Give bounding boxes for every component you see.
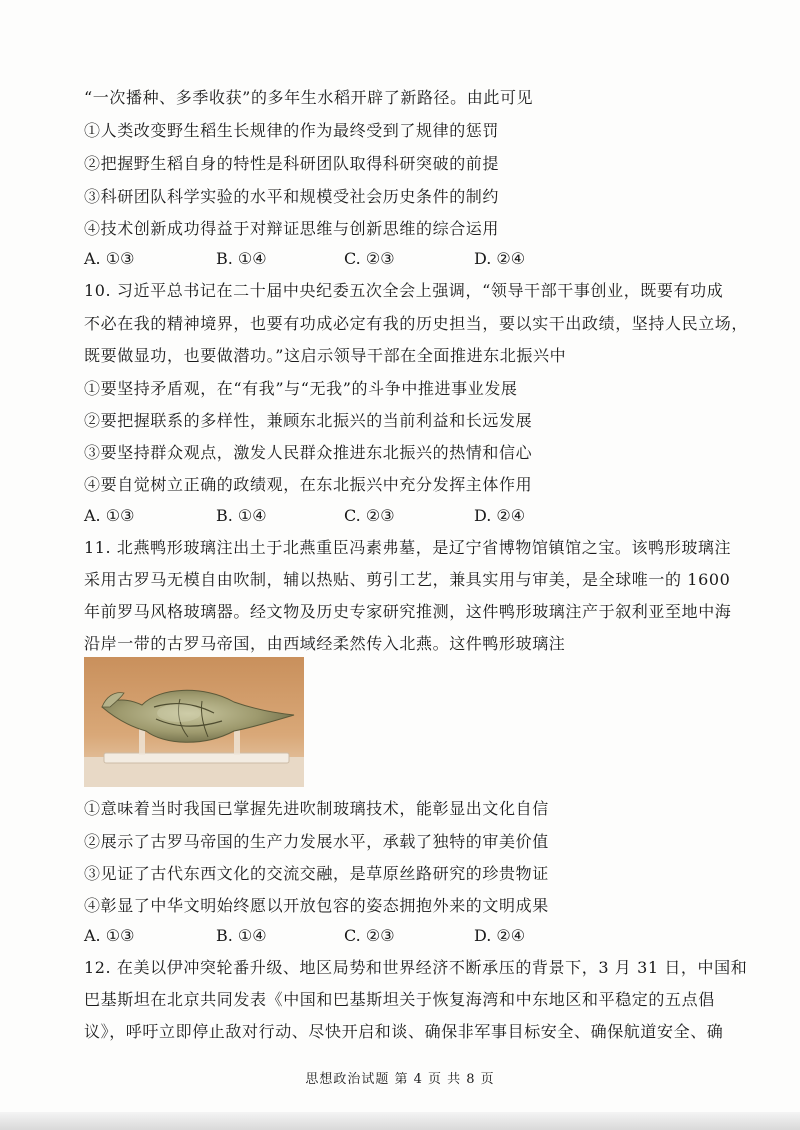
q10-item-2: ②要把握联系的多样性，兼顾东北振兴的当前利益和长远发展	[84, 411, 533, 430]
q12-stem-line-1: 12. 在美以伊冲突轮番升级、地区局势和世界经济不断承压的背景下，3 月 31 日，中国和	[84, 958, 748, 977]
q10-stem-line-3: 既要做显功，也要做潜功。”这启示领导干部在全面推进东北振兴中	[84, 346, 567, 365]
duck-glass-vessel-photo	[84, 657, 304, 787]
q9-option-c: C. ②③	[344, 249, 395, 268]
q10-option-d: D. ②④	[474, 506, 526, 525]
q11-stem-line-3: 年前罗马风格玻璃器。经文物及历史专家研究推测，这件鸭形玻璃注产于叙利亚至地中海	[84, 602, 732, 621]
q11-stem-line-1: 11. 北燕鸭形玻璃注出土于北燕重臣冯素弗墓，是辽宁省博物馆镇馆之宝。该鸭形玻璃注	[84, 538, 732, 557]
q11-item-1: ①意味着当时我国已掌握先进吹制玻璃技术，能彰显出文化自信	[84, 799, 549, 818]
q10-option-a: A. ①③	[84, 506, 135, 525]
q10-item-3: ③要坚持群众观点，激发人民群众推进东北振兴的热情和信心	[84, 443, 533, 462]
q11-item-2: ②展示了古罗马帝国的生产力发展水平，承载了独特的审美价值	[84, 832, 549, 851]
q9-item-3: ③科研团队科学实验的水平和规模受社会历史条件的制约	[84, 187, 500, 206]
q10-option-b: B. ①④	[216, 506, 267, 525]
q11-item-4: ④彰显了中华文明始终愿以开放包容的姿态拥抱外来的文明成果	[84, 896, 549, 915]
q9-option-a: A. ①③	[84, 249, 135, 268]
q11-stem-line-2: 采用古罗马无模自由吹制，辅以热贴、剪引工艺，兼具实用与审美，是全球唯一的 1600	[84, 570, 731, 589]
q11-option-b: B. ①④	[216, 926, 267, 945]
page-footer: 思想政治试题 第 4 页 共 8 页	[305, 1072, 495, 1087]
q10-stem-line-1: 10. 习近平总书记在二十届中央纪委五次全会上强调，“领导干部干事创业，既要有功成	[84, 281, 724, 300]
q11-item-3: ③见证了古代东西文化的交流交融，是草原丝路研究的珍贵物证	[84, 864, 549, 883]
q9-stem-tail: “一次播种、多季收获”的多年生水稻开辟了新路径。由此可见	[84, 88, 534, 107]
q10-item-1: ①要坚持矛盾观，在“有我”与“无我”的斗争中推进事业发展	[84, 379, 518, 398]
q10-option-c: C. ②③	[344, 506, 395, 525]
q11-stem-line-4: 沿岸一带的古罗马帝国，由西域经柔然传入北燕。这件鸭形玻璃注	[84, 634, 566, 653]
q12-stem-line-2: 巴基斯坦在北京共同发表《中国和巴基斯坦关于恢复海湾和中东地区和平稳定的五点倡	[84, 990, 715, 1009]
q11-option-d: D. ②④	[474, 926, 526, 945]
q9-item-4: ④技术创新成功得益于对辩证思维与创新思维的综合运用	[84, 219, 500, 238]
q10-stem-line-2: 不必在我的精神境界，也要有功成必定有我的历史担当，要以实干出政绩，坚持人民立场，	[84, 314, 749, 333]
q9-option-b: B. ①④	[216, 249, 267, 268]
page-bottom-edge	[0, 1112, 800, 1130]
q9-option-d: D. ②④	[474, 249, 526, 268]
q9-item-2: ②把握野生稻自身的特性是科研团队取得科研突破的前提	[84, 154, 500, 173]
q10-item-4: ④要自觉树立正确的政绩观，在东北振兴中充分发挥主体作用	[84, 475, 533, 494]
q11-option-a: A. ①③	[84, 926, 135, 945]
q11-option-c: C. ②③	[344, 926, 395, 945]
q9-item-1: ①人类改变野生稻生长规律的作为最终受到了规律的惩罚	[84, 121, 500, 140]
q12-stem-line-3: 议》，呼吁立即停止敌对行动、尽快开启和谈、确保非军事目标安全、确保航道安全、确	[84, 1022, 724, 1041]
